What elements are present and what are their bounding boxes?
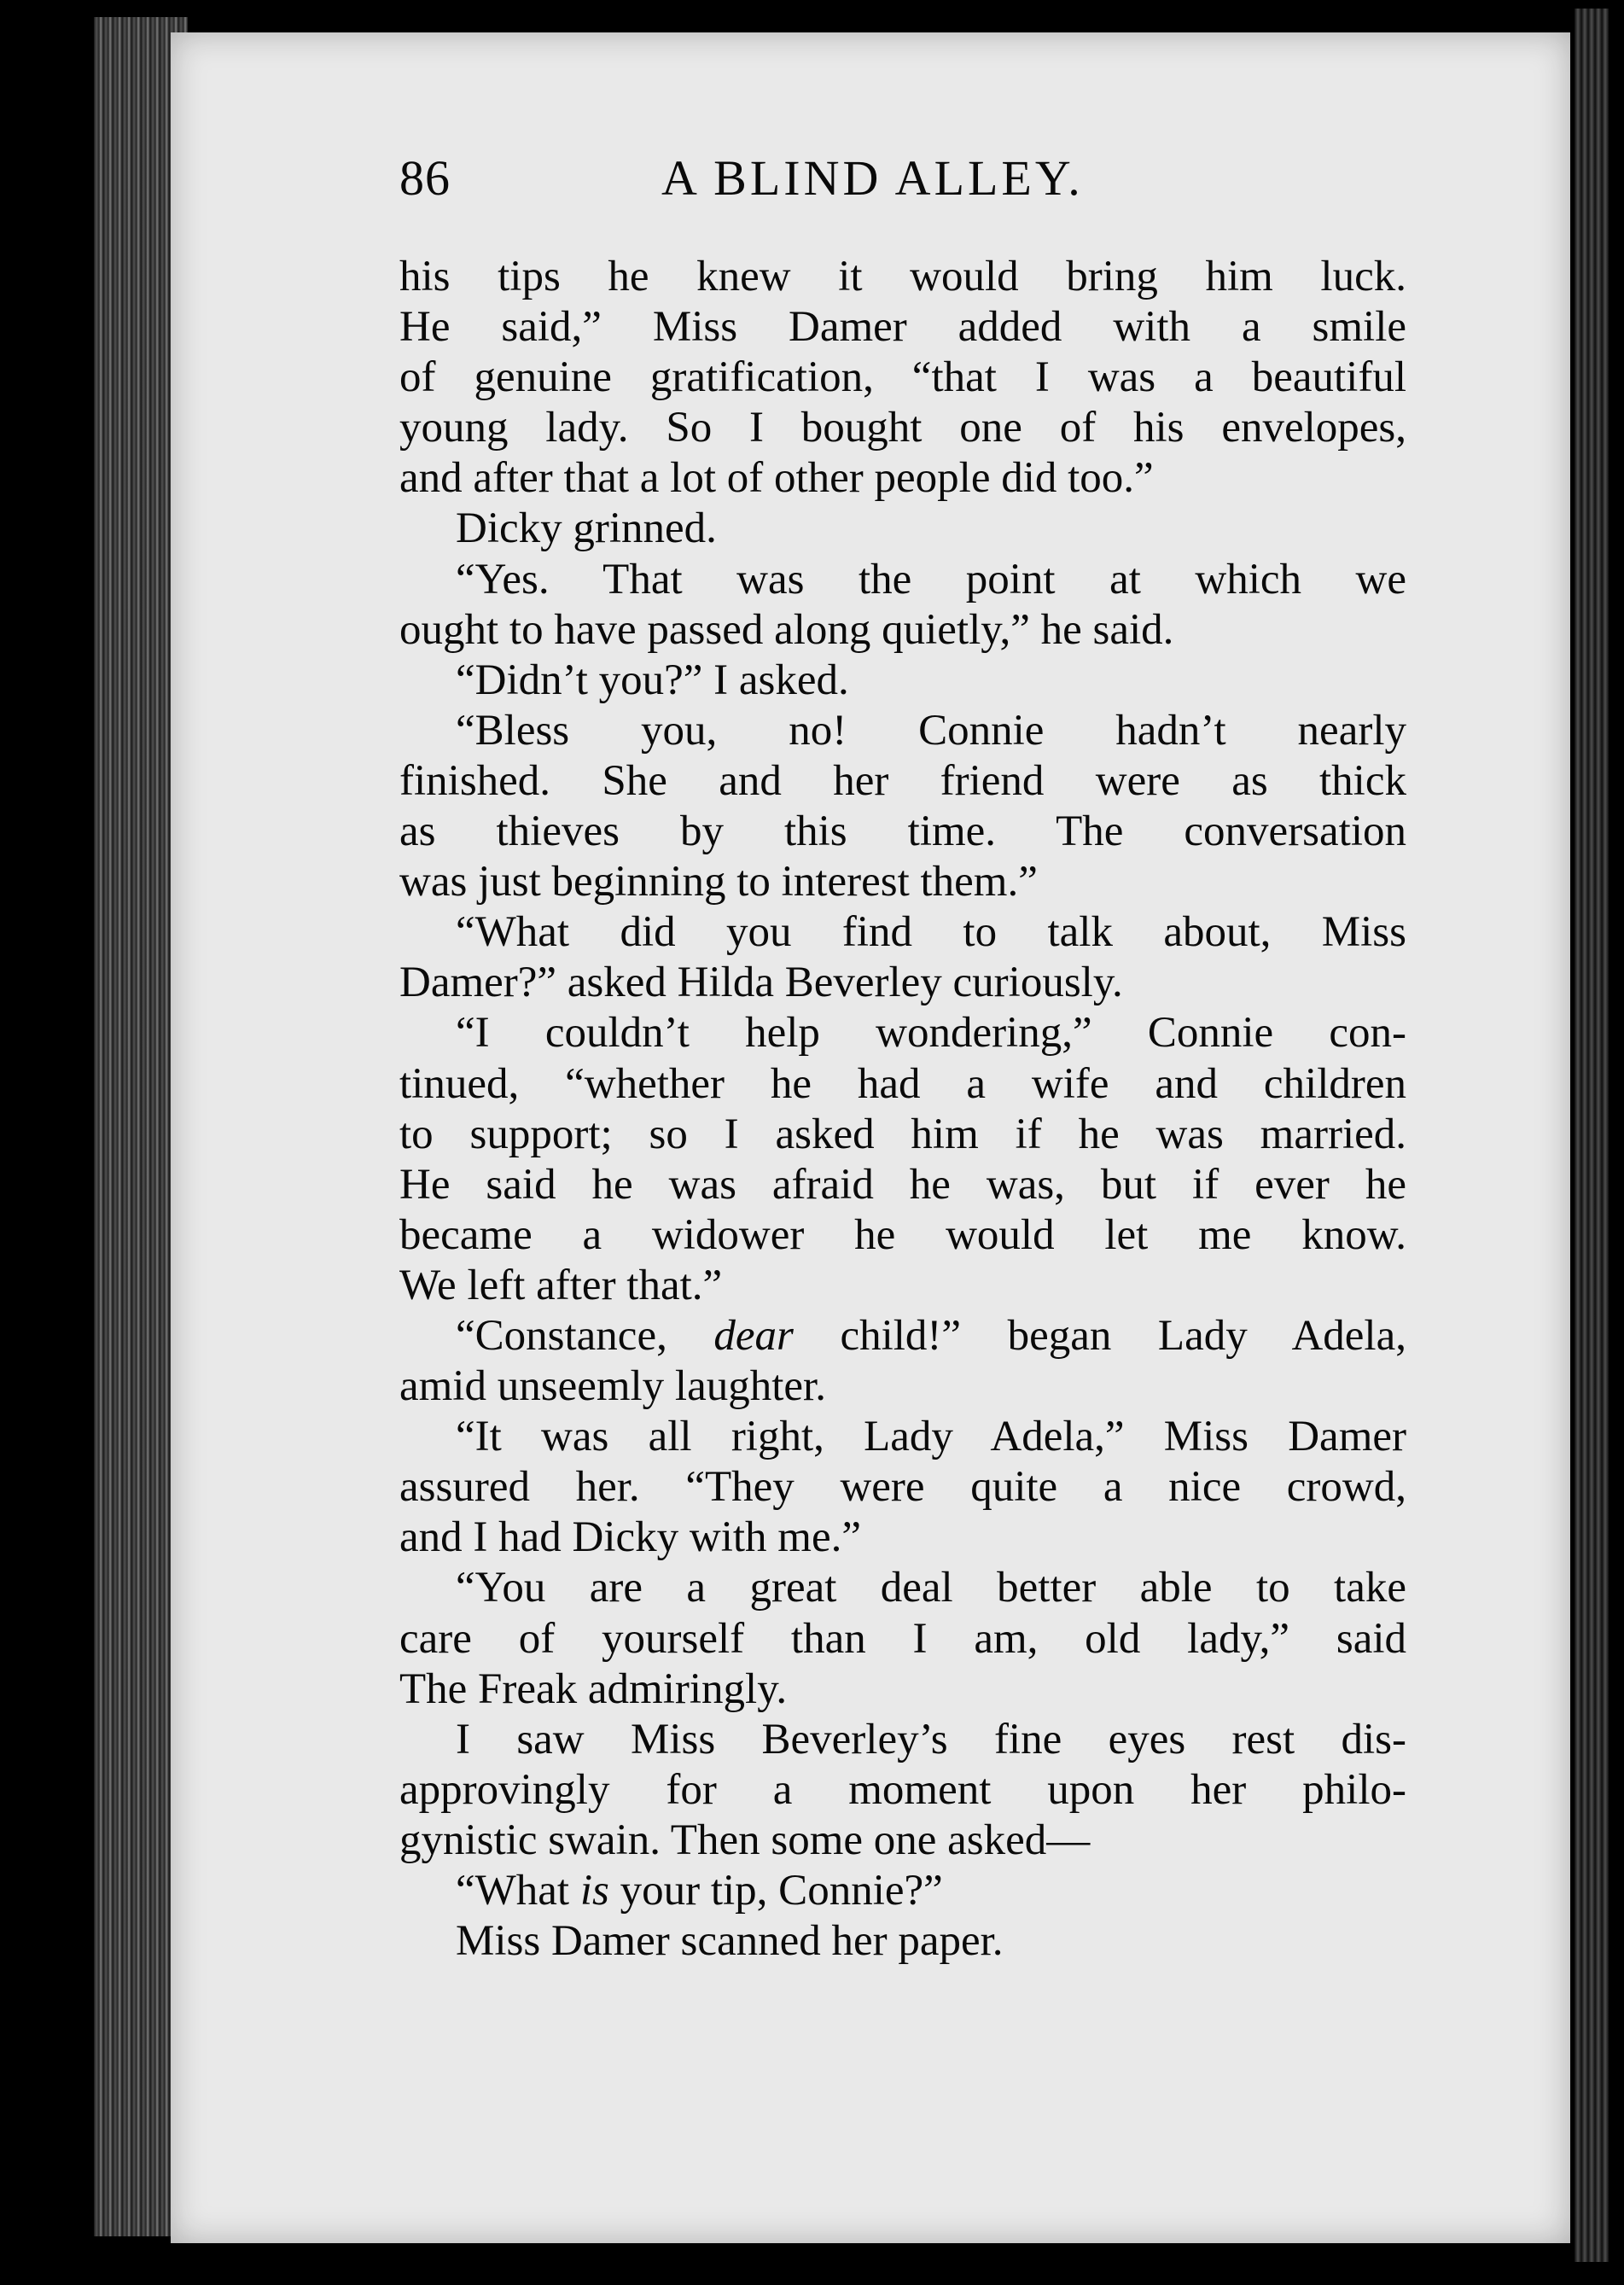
book-page-edges-right xyxy=(1575,9,1609,2262)
text-segment: “What xyxy=(456,1867,580,1915)
text-line xyxy=(399,1866,1406,1916)
body-text xyxy=(399,252,1406,1967)
text-segment: child!” began Lady Adela, xyxy=(793,1311,1406,1360)
text-line: Miss Damer scanned her paper. xyxy=(456,1917,1004,1966)
running-title: A BLIND ALLEY. xyxy=(661,150,1084,206)
text-line: “Didn’t you?” I asked. xyxy=(456,656,849,704)
text-line: as thieves by this time. The conversation xyxy=(399,807,1406,856)
text-line: Damer?” asked Hilda Beverley curiously. xyxy=(399,959,1123,1007)
text-line: became a widower he would let me know. xyxy=(399,1210,1406,1259)
text-line: “You are a great deal better able to take xyxy=(456,1564,1406,1612)
text-line: ought to have passed along quietly,” he said. xyxy=(399,605,1174,654)
text-line: to support; so I asked him if he was married. xyxy=(399,1110,1406,1158)
text-line: was just beginning to interest them.” xyxy=(399,858,1038,906)
text-line: young lady. So I bought one of his envelopes, xyxy=(399,404,1406,452)
text-line: approvingly for a moment upon her philo- xyxy=(399,1765,1406,1814)
text-line: “I couldn’t help wondering,” Connie con- xyxy=(456,1009,1406,1058)
text-line: “What did you find to talk about, Miss xyxy=(456,908,1406,957)
text-segment: your tip, Connie?” xyxy=(608,1867,943,1915)
text-line: He said,” Miss Damer added with a smile xyxy=(399,303,1406,352)
text-line: “Yes. That was the point at which we xyxy=(456,555,1406,603)
text-line: care of yourself than I am, old lady,” said xyxy=(399,1614,1406,1663)
text-line: “Bless you, no! Connie hadn’t nearly xyxy=(456,706,1406,755)
text-line: and after that a lot of other people did too.” xyxy=(399,454,1154,503)
text-line: amid unseemly laughter. xyxy=(399,1362,826,1411)
text-line: assured her. “They were quite a nice crowd, xyxy=(399,1463,1406,1512)
text-line: We left after that.” xyxy=(399,1261,723,1309)
text-line: “It was all right, Lady Adela,” Miss Damer xyxy=(456,1413,1406,1461)
text-line: gynistic swain. Then some one asked— xyxy=(399,1816,1091,1864)
page-number: 86 xyxy=(399,150,451,206)
text-line: The Freak admiringly. xyxy=(399,1664,788,1713)
text-line xyxy=(399,1311,1406,1361)
running-header xyxy=(399,149,1406,218)
text-line: finished. She and her friend were as thick xyxy=(399,756,1406,805)
text-line: and I had Dicky with me.” xyxy=(399,1513,862,1562)
text-line: of genuine gratification, “that I was a beautiful xyxy=(399,353,1406,402)
text-line: tinued, “whether he had a wife and children xyxy=(399,1059,1406,1108)
italic-word: dear xyxy=(713,1311,794,1360)
italic-word: is xyxy=(579,1867,609,1915)
text-line: I saw Miss Beverley’s fine eyes rest dis- xyxy=(456,1715,1406,1763)
text-line: He said he was afraid he was, but if ever he xyxy=(399,1160,1406,1209)
text-line: Dicky grinned. xyxy=(456,504,717,553)
text-line: his tips he knew it would bring him luck. xyxy=(399,253,1406,300)
text-segment: “Constance, xyxy=(456,1311,714,1360)
